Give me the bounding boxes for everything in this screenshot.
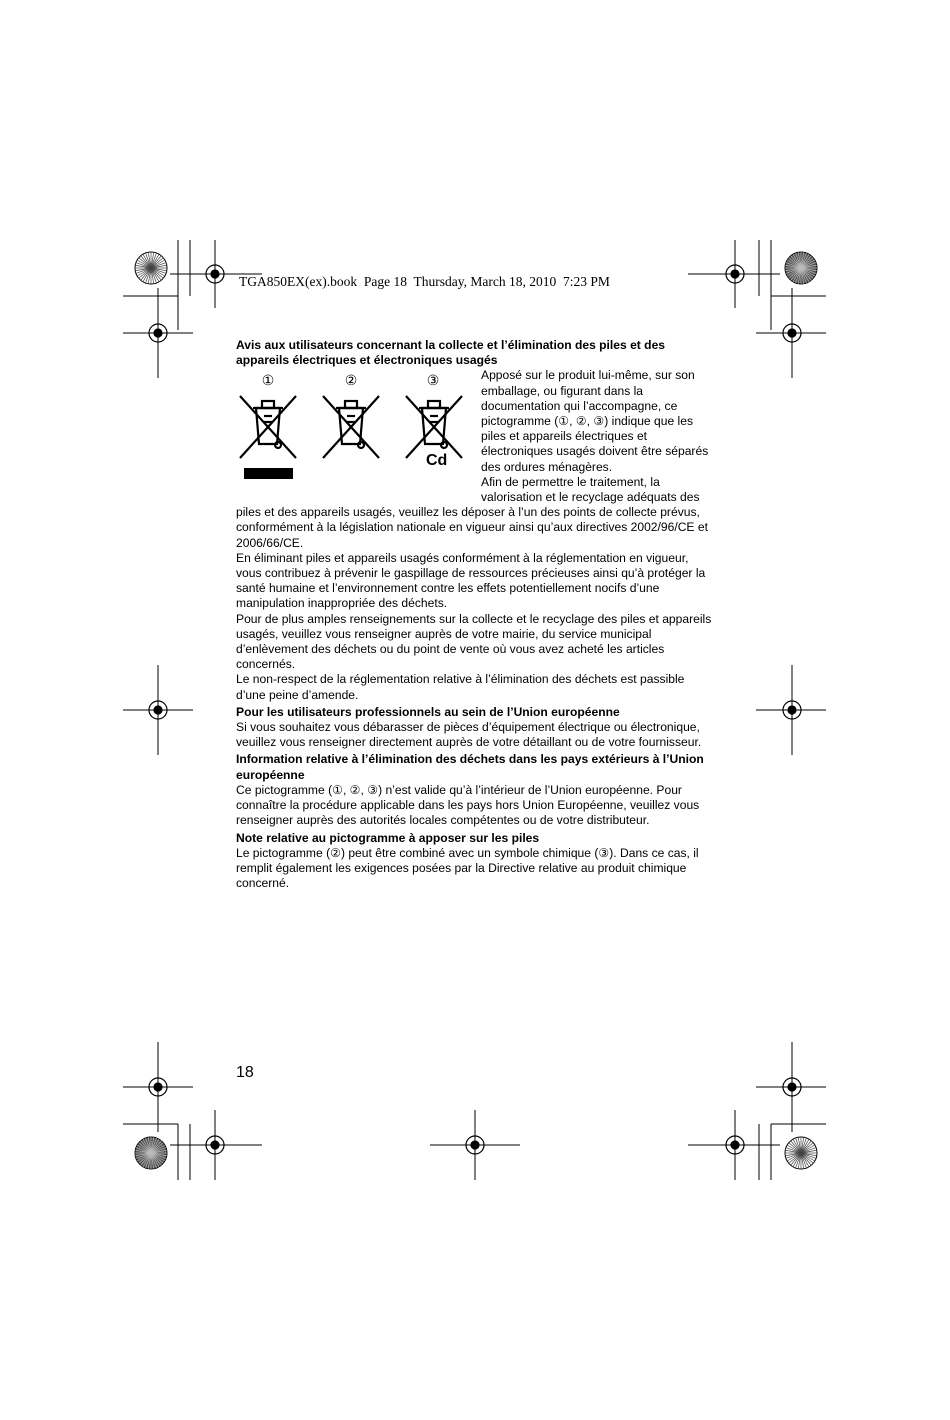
disposal-pictograms bbox=[236, 370, 476, 504]
outside-eu-title: Information relative à l’élimination des déchets dans les pays extérieurs à l’Union européenne bbox=[236, 752, 704, 782]
starburst-target-icon bbox=[135, 252, 167, 284]
notice-paragraph: En éliminant piles et appareils usagés conformément à la réglementation en vigueur, vous contribuez à prévenir le gaspillage de ressources précieuses ainsi qu’à protéger la santé humaine et l’environnement contre les effets potentiellement nocifs d’une manipulation inappropriée des déchets. bbox=[236, 550, 706, 611]
professional-text: Si vous souhaitez vous débarasser de pièces d’équipement électrique ou électronique, veuillez vous renseigner directement auprès de votre détaillant ou de votre fournisseur. bbox=[236, 720, 702, 750]
chemical-symbol: Cd bbox=[426, 452, 448, 470]
battery-note-title: Note relative au pictogramme à apposer sur les piles bbox=[236, 830, 540, 845]
starburst-target-icon bbox=[785, 1137, 817, 1169]
notice-paragraph: Afin de permettre le traitement, la valorisation et le recyclage adéquats des piles et des appareils usagés, veuillez les déposer à l’un des points de collecte prévus, conformément à la législation nationale en vigueur ainsi qu’aux directives 2002/96/CE et 2006/66/CE. bbox=[236, 474, 708, 550]
notice-title: Avis aux utilisateurs concernant la collecte et l’élimination des piles et des appareils électriques et électroniques usagés bbox=[236, 338, 666, 368]
solid-bar-icon bbox=[244, 468, 293, 479]
notice-paragraph: Le non-respect de la réglementation relative à l’élimination des déchets est passible d’une peine d’amende. bbox=[236, 672, 685, 702]
crossed-bin-with-bar-icon bbox=[236, 392, 300, 462]
outside-eu-text: Ce pictogramme (①, ②, ③) n’est valide qu’à l’intérieur de l’Union européenne. Pour connaître la procédure applicable dans les pays hors Union Européenne, veuillez vous renseigner auprès des autorités locales compétentes ou de votre distributeur. bbox=[236, 782, 700, 828]
page-number: 18 bbox=[236, 1064, 254, 1081]
starburst-target-icon bbox=[785, 252, 817, 284]
crossed-bin-icon bbox=[319, 392, 383, 462]
book-header-line: TGA850EX(ex).book Page 18 Thursday, March 18, 2010 7:23 PM bbox=[239, 274, 610, 289]
pictogram-number-3: ③ bbox=[426, 372, 440, 389]
starburst-target-icon bbox=[135, 1137, 167, 1169]
notice-paragraph: Apposé sur le produit lui-même, sur son emballage, ou figurant dans la documentation qui l’accompagne, ce pictogramme (①, ②, ③) indique que les piles et appareils électriques et électroniques usagés doivent être séparés des ordures ménagères. bbox=[481, 368, 709, 474]
disposal-notice bbox=[236, 338, 716, 891]
professional-title: Pour les utilisateurs professionnels au sein de l’Union européenne bbox=[236, 704, 620, 719]
pictogram-number-2: ② bbox=[344, 372, 358, 389]
pictogram-number-1: ① bbox=[261, 372, 275, 389]
battery-note-text: Le pictogramme (②) peut être combiné avec un symbole chimique (③). Dans ce cas, il remplit également les exigences posées par la Directive relative au produit chimique concerné. bbox=[236, 845, 699, 891]
notice-paragraph: Pour de plus amples renseignements sur la collecte et le recyclage des piles et appareils usagés, veuillez vous renseigner auprès de votre mairie, du service municipal d’enlèvement des déchets ou du point de vente où vous avez acheté les articles concernés. bbox=[236, 611, 712, 672]
